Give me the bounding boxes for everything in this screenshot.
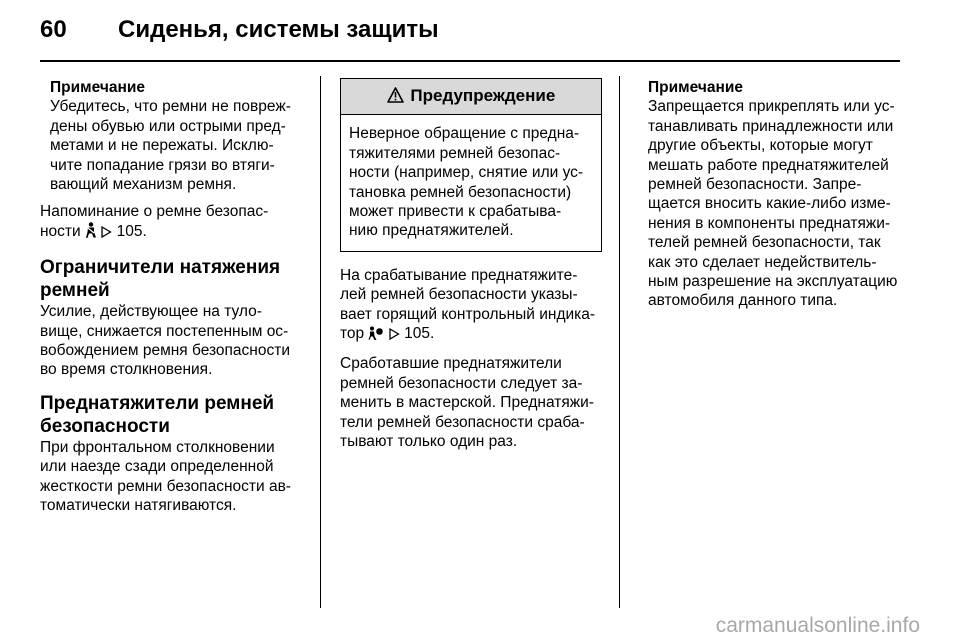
note-title: Примечание bbox=[50, 79, 145, 96]
page-number: 60 bbox=[40, 16, 67, 43]
note-line: телей ремней безопасности, так bbox=[648, 234, 881, 252]
text-line: во время столкновения. bbox=[40, 361, 213, 379]
note-line: как это сделает недействитель- bbox=[648, 253, 877, 271]
note-line: танавливать принадлежности или bbox=[648, 117, 894, 135]
text-line: На срабатывание преднатяжите- bbox=[340, 266, 578, 284]
warning-box bbox=[340, 78, 602, 252]
note-block-1 bbox=[50, 78, 310, 194]
warning-body bbox=[341, 115, 601, 250]
text-line: лей ремней безопасности указы- bbox=[340, 286, 578, 304]
note-line: дены обувью или острыми пред- bbox=[50, 117, 286, 135]
load-limiters-paragraph bbox=[40, 302, 310, 380]
page-reference: 105. bbox=[116, 222, 147, 240]
note-line: нения в компоненты преднатяжи- bbox=[648, 214, 891, 232]
note-line: мешать работе преднатяжителей bbox=[648, 156, 889, 174]
note-line: вающий механизм ремня. bbox=[50, 176, 237, 194]
note-line: ным разрешение на эксплуатацию bbox=[648, 273, 898, 291]
text-line: томатически натягиваются. bbox=[40, 497, 237, 515]
warning-line: нию преднатяжителей. bbox=[349, 222, 514, 240]
column-3 bbox=[648, 78, 908, 311]
warning-line: может привести к срабатыва- bbox=[349, 203, 562, 221]
seatbelt-reminder-icon bbox=[85, 222, 97, 244]
warning-header bbox=[341, 79, 601, 115]
note-line: чите попадание грязи во втяги- bbox=[50, 156, 275, 174]
warning-line: тяжителями ремней безопас- bbox=[349, 144, 561, 162]
text-line: вобождением ремня безопасности bbox=[40, 342, 290, 360]
warning-title: Предупреждение bbox=[410, 86, 556, 105]
column-divider-1 bbox=[320, 76, 321, 608]
header-rule bbox=[40, 60, 900, 62]
section-heading-pretensioners bbox=[40, 392, 310, 438]
note-line: щается вносить какие-либо изме- bbox=[648, 195, 891, 213]
text-line bbox=[340, 324, 602, 346]
text-segment: тор bbox=[340, 325, 365, 343]
text-line: жесткости ремни безопасности ав- bbox=[40, 477, 291, 495]
note-line: Убедитесь, что ремни не повреж- bbox=[50, 98, 291, 116]
heading-line: Ограничители натяжения bbox=[40, 257, 281, 279]
text-line: вает горящий контрольный индика- bbox=[340, 305, 596, 323]
heading-line: ремней bbox=[40, 280, 110, 302]
text-line: тывают только один раз. bbox=[340, 433, 518, 451]
page-reference-arrow-icon bbox=[101, 225, 112, 244]
page-reference-arrow-icon bbox=[389, 327, 400, 346]
note-line: ремней безопасности. Запре- bbox=[648, 176, 862, 194]
text-line: Усилие, действующее на туло- bbox=[40, 303, 262, 321]
text-line: Сработавшие преднатяжители bbox=[340, 355, 562, 373]
page-header bbox=[40, 14, 920, 54]
note-line: Запрещается прикреплять или ус- bbox=[648, 98, 895, 116]
warning-triangle-icon bbox=[387, 87, 404, 107]
text-line: менить в мастерской. Преднатяжи- bbox=[340, 394, 594, 412]
text-line: тели ремней безопасности сраба- bbox=[340, 413, 585, 431]
pretensioners-paragraph bbox=[40, 438, 310, 516]
text-line: или наезде сзади определенной bbox=[40, 458, 274, 476]
note-line: метами и не пережаты. Исклю- bbox=[50, 137, 274, 155]
seatbelt-reminder-paragraph bbox=[40, 202, 310, 244]
airbag-pretensioner-icon bbox=[368, 326, 384, 346]
text-line: Напоминание о ремне безопас- bbox=[40, 203, 269, 221]
text-line: При фронтальном столкновении bbox=[40, 438, 275, 456]
warning-line: ности (например, снятие или ус- bbox=[349, 164, 584, 182]
warning-line: тановка ремней безопасности) bbox=[349, 183, 572, 201]
text-line bbox=[40, 222, 310, 244]
section-heading-load-limiters bbox=[40, 256, 310, 302]
replacement-paragraph bbox=[340, 354, 602, 451]
indicator-paragraph bbox=[340, 266, 602, 347]
text-segment: ности bbox=[40, 222, 81, 240]
watermark-text: carmanualsonline.info bbox=[715, 614, 920, 637]
note-line: автомобиля данного типа. bbox=[648, 292, 838, 310]
heading-line: безопасности bbox=[40, 415, 170, 437]
heading-line: Преднатяжители ремней bbox=[40, 392, 275, 414]
column-1 bbox=[40, 78, 310, 516]
column-divider-2 bbox=[619, 76, 620, 608]
page-reference: 105. bbox=[404, 325, 435, 343]
note-line: другие объекты, которые могут bbox=[648, 137, 873, 155]
column-2 bbox=[340, 78, 602, 452]
text-line: ремней безопасности следует за- bbox=[340, 374, 583, 392]
text-line: вище, снижается постепенным ос- bbox=[40, 322, 289, 340]
note-title: Примечание bbox=[648, 79, 743, 96]
warning-line: Неверное обращение с предна- bbox=[349, 125, 580, 143]
page-title: Сиденья, системы защиты bbox=[118, 16, 439, 43]
